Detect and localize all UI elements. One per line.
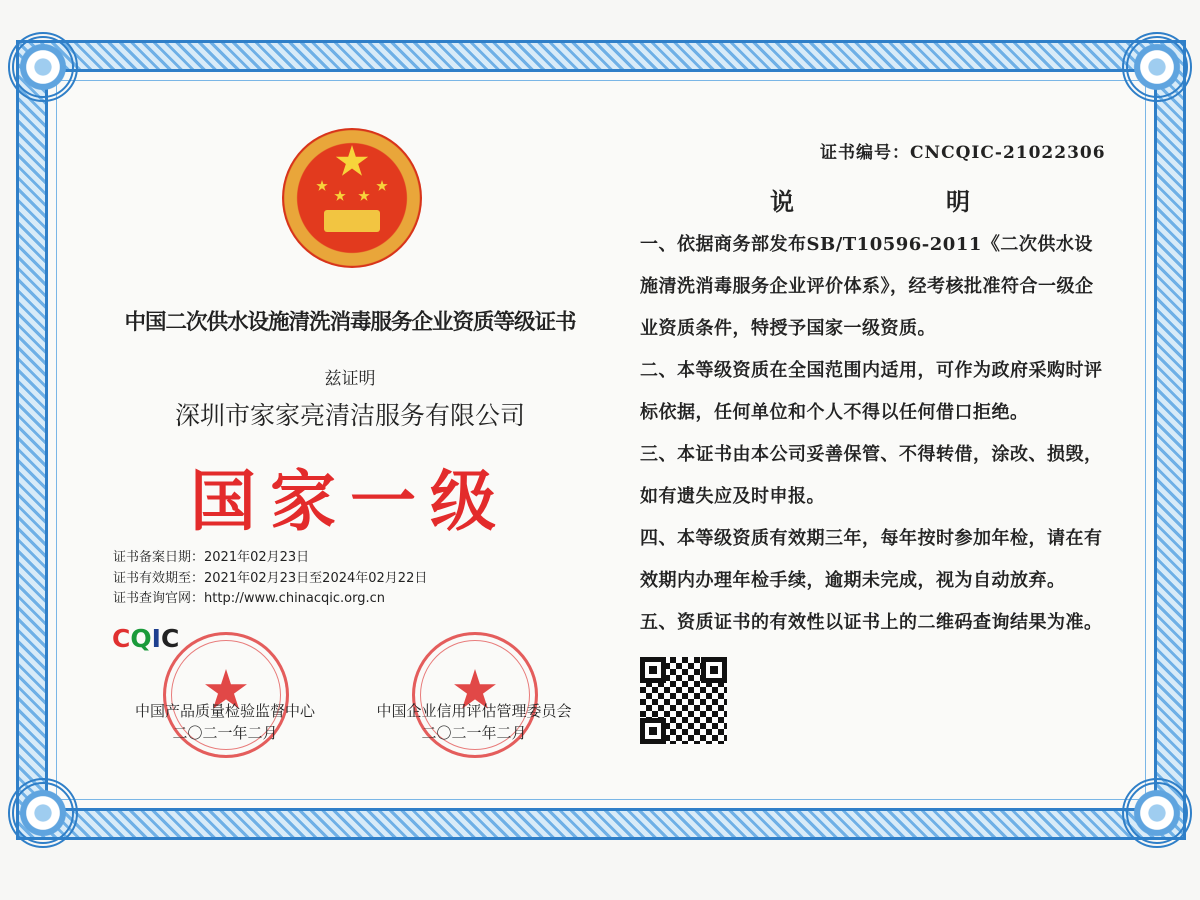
qr-code: [640, 657, 727, 744]
logo-letter: Q: [130, 624, 152, 653]
qr-finder: [701, 657, 727, 683]
instruction-item: 一、依据商务部发布SB/T10596-2011《二次供水设施清洗消毒服务企业评价体系》，经考核批准符合一级企业资质条件，特授予国家一级资质。: [640, 234, 1094, 339]
info-label: 证书备案日期：: [113, 550, 205, 565]
qr-finder: [640, 657, 666, 683]
corner-ornament-icon: [8, 778, 78, 848]
issuer-right: [362, 700, 586, 744]
corner-ornament-icon: [1122, 32, 1192, 102]
certificate-info: [113, 548, 427, 610]
info-label: 证书查询官网：: [113, 591, 205, 606]
grade-level: 国家一级: [190, 462, 510, 540]
info-value: 2021年02月23日至2024年02月22日: [204, 570, 428, 586]
issuer-left: [110, 700, 340, 744]
instruction-item: 五、资质证书的有效性以证书上的二维码查询结果为准。: [640, 612, 1103, 633]
instruction-item: 二、本等级资质在全国范围内适用，可作为政府采购时评标依据，任何单位和个人不得以任何借口拒绝。: [640, 360, 1103, 423]
qr-finder: [640, 718, 666, 744]
heading-char: 明: [946, 187, 970, 216]
issue-date: 二〇二一年二月: [172, 724, 278, 742]
issue-date: 二〇二一年二月: [421, 724, 527, 742]
corner-ornament-icon: [1122, 778, 1192, 848]
certificate-title: 中国二次供水设施清洗消毒服务企业资质等级证书: [124, 310, 576, 335]
issuer-name: 中国产品质量检验监督中心: [134, 702, 315, 720]
filing-date: [113, 548, 427, 569]
corner-ornament-icon: [8, 32, 78, 102]
info-value: 2021年02月23日: [204, 550, 310, 565]
cqic-logo: [112, 624, 179, 653]
instruction-item: 四、本等级资质有效期三年，每年按时参加年检，请在有效期内办理年检手续，逾期未完成，视为自动放弃。: [640, 528, 1103, 591]
emblem-stars-icon: [282, 128, 422, 268]
instructions-list: [640, 224, 1110, 644]
instructions-heading: [770, 182, 970, 217]
national-emblem-icon: [282, 128, 422, 268]
certificate-number: 证书编号：CNCQIC-21022306: [820, 143, 1106, 163]
issuer-name: 中国企业信用评估管理委员会: [376, 702, 572, 720]
validity-period: [113, 569, 427, 590]
logo-letter: I: [151, 624, 161, 653]
info-value: http://www.chinacqic.org.cn: [204, 591, 386, 606]
emblem-gate: [324, 210, 380, 232]
instruction-item: 三、本证书由本公司妥善保管、不得转借，涂改、损毁，如有遗失应及时申报。: [640, 444, 1103, 507]
logo-letter: C: [112, 624, 131, 653]
logo-letter: C: [160, 624, 180, 653]
query-website: [113, 589, 427, 610]
info-label: 证书有效期至：: [113, 570, 205, 586]
company-name: 深圳市家家亮清洁服务有限公司: [174, 401, 525, 430]
heading-char: 说: [770, 187, 794, 216]
certify-label: 兹证明: [324, 369, 376, 389]
